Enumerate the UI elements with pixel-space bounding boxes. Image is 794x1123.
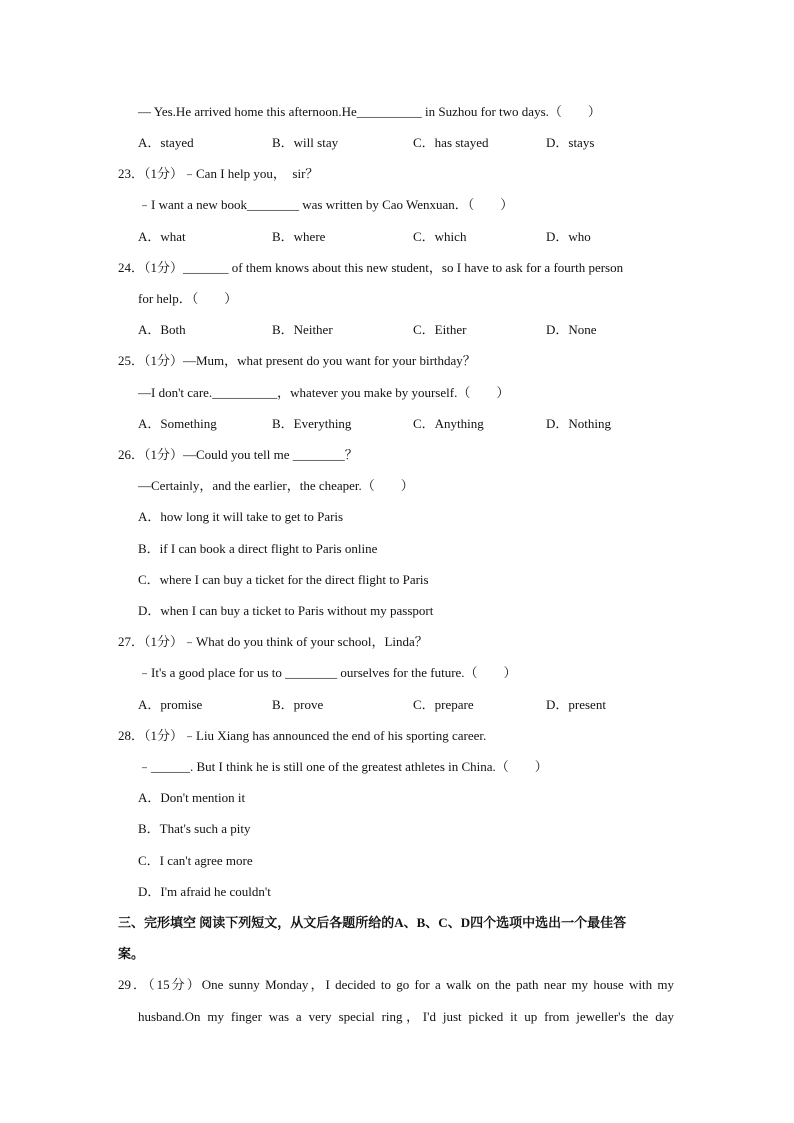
q29-passage-line-1: 29．（15分）One sunny Monday，I decided to go for a walk on the path near my house with my: [118, 977, 674, 992]
q24-stem: 24．（1分）_______ of them knows about this new student，so I have to ask for a fourth person: [118, 260, 624, 275]
q25-option-d[interactable]: D．Nothing: [546, 416, 612, 431]
q24-option-d[interactable]: D．None: [546, 322, 597, 337]
q23-option-c[interactable]: C．which: [413, 229, 467, 244]
q22-option-b[interactable]: B．will stay: [272, 135, 339, 150]
q22-reply: — Yes.He arrived home this afternoon.He__________ in Suzhou for two days.（ ）: [138, 104, 601, 119]
q23-option-d[interactable]: D．who: [546, 229, 591, 244]
q25-stem: 25．（1分）—Mum，what present do you want for your birthday？: [118, 353, 476, 368]
q24-stem-continued: for help．（ ）: [138, 291, 238, 306]
q26-option-d[interactable]: D．when I can buy a ticket to Paris without my passport: [138, 603, 434, 618]
q23-option-b[interactable]: B．where: [272, 229, 326, 244]
q25-option-b[interactable]: B．Everything: [272, 416, 352, 431]
q28-option-c[interactable]: C．I can't agree more: [138, 853, 253, 868]
q23-stem: 23．（1分）﹣Can I help you， sir？: [118, 166, 319, 181]
q26-option-b[interactable]: B．if I can book a direct flight to Paris online: [138, 541, 378, 556]
q28-reply: ﹣______. But I think he is still one of the greatest athletes in China.（ ）: [138, 759, 548, 774]
q27-option-b[interactable]: B．prove: [272, 697, 324, 712]
q26-reply: —Certainly，and the earlier，the cheaper.（ ）: [138, 478, 414, 493]
q24-option-a[interactable]: A．Both: [138, 322, 186, 337]
q25-option-a[interactable]: A．Something: [138, 416, 217, 431]
q28-option-b[interactable]: B．That's such a pity: [138, 821, 251, 836]
q27-option-a[interactable]: A．promise: [138, 697, 203, 712]
q27-reply: ﹣It's a good place for us to ________ ourselves for the future.（ ）: [138, 665, 517, 680]
q28-option-a[interactable]: A．Don't mention it: [138, 790, 246, 805]
q26-option-c[interactable]: C．where I can buy a ticket for the direct flight to Paris: [138, 572, 429, 587]
q27-option-d[interactable]: D．present: [546, 697, 606, 712]
q27-option-c[interactable]: C．prepare: [413, 697, 474, 712]
q25-reply: —I don't care.__________，whatever you make by yourself.（ ）: [138, 385, 510, 400]
section-3-heading: 三、完形填空 阅读下列短文，从文后各题所给的A、B、C、D四个选项中选出一个最佳答: [118, 915, 627, 930]
q25-option-c[interactable]: C．Anything: [413, 416, 484, 431]
q24-option-b[interactable]: B．Neither: [272, 322, 333, 337]
q23-reply: ﹣I want a new book________ was written by Cao Wenxuan．（ ）: [138, 197, 514, 212]
q22-option-c[interactable]: C．has stayed: [413, 135, 489, 150]
q24-option-c[interactable]: C．Either: [413, 322, 467, 337]
q26-option-a[interactable]: A．how long it will take to get to Paris: [138, 509, 344, 524]
q28-option-d[interactable]: D．I'm afraid he couldn't: [138, 884, 271, 899]
q23-option-a[interactable]: A．what: [138, 229, 186, 244]
q28-stem: 28．（1分）﹣Liu Xiang has announced the end of his sporting career.: [118, 728, 487, 743]
q22-option-d[interactable]: D．stays: [546, 135, 595, 150]
section-3-heading-continued: 案。: [118, 946, 145, 961]
q29-passage-line-2: husband.On my finger was a very special ring，I'd just picked it up from jeweller's the day: [138, 1009, 674, 1024]
q22-option-a[interactable]: A．stayed: [138, 135, 194, 150]
q27-stem: 27．（1分）﹣What do you think of your school，Linda？: [118, 634, 428, 649]
q26-stem: 26．（1分）—Could you tell me ________？: [118, 447, 358, 462]
